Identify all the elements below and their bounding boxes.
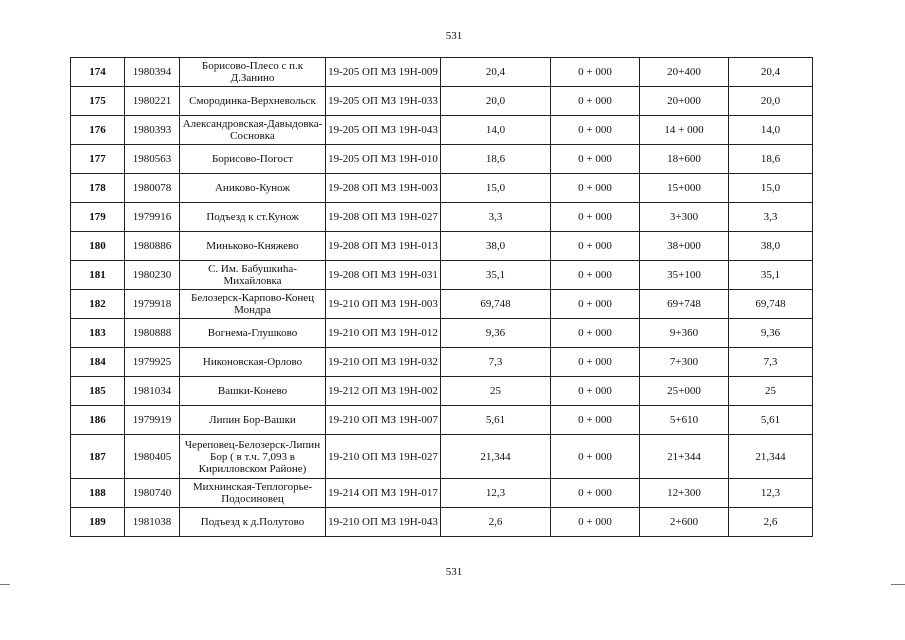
road-length: 14,0 — [441, 116, 551, 145]
road-code: 1980393 — [125, 116, 180, 145]
road-code: 1979919 — [125, 406, 180, 435]
row-number: 184 — [71, 348, 125, 377]
road-name: Вашки-Конево — [180, 377, 326, 406]
road-length: 3,3 — [441, 203, 551, 232]
total-length: 69,748 — [729, 290, 813, 319]
page-number-bottom: 531 — [445, 566, 463, 578]
road-id: 19-208 ОП МЗ 19Н-031 — [326, 261, 441, 290]
road-id: 19-208 ОП МЗ 19Н-003 — [326, 174, 441, 203]
road-code: 1980888 — [125, 319, 180, 348]
road-id: 19-210 ОП МЗ 19Н-012 — [326, 319, 441, 348]
km-start: 0 + 000 — [551, 87, 640, 116]
row-number: 182 — [71, 290, 125, 319]
road-code: 1979916 — [125, 203, 180, 232]
km-start: 0 + 000 — [551, 319, 640, 348]
total-length: 3,3 — [729, 203, 813, 232]
road-length: 35,1 — [441, 261, 551, 290]
road-code: 1980394 — [125, 58, 180, 87]
road-id: 19-210 ОП МЗ 19Н-027 — [326, 435, 441, 479]
km-start: 0 + 000 — [551, 508, 640, 537]
total-length: 2,6 — [729, 508, 813, 537]
km-start: 0 + 000 — [551, 348, 640, 377]
km-end: 7+300 — [640, 348, 729, 377]
road-code: 1980078 — [125, 174, 180, 203]
road-code: 1981034 — [125, 377, 180, 406]
row-number: 187 — [71, 435, 125, 479]
table-row — [71, 319, 813, 348]
row-number: 189 — [71, 508, 125, 537]
km-start: 0 + 000 — [551, 406, 640, 435]
row-number: 180 — [71, 232, 125, 261]
km-start: 0 + 000 — [551, 435, 640, 479]
road-id: 19-210 ОП МЗ 19Н-003 — [326, 290, 441, 319]
km-end: 18+600 — [640, 145, 729, 174]
road-name: Борисово-Погост — [180, 145, 326, 174]
road-length: 15,0 — [441, 174, 551, 203]
total-length: 38,0 — [729, 232, 813, 261]
road-length: 12,3 — [441, 479, 551, 508]
scan-edge-mark-left — [0, 584, 10, 585]
road-code: 1980405 — [125, 435, 180, 479]
km-start: 0 + 000 — [551, 377, 640, 406]
total-length: 20,4 — [729, 58, 813, 87]
road-code: 1980886 — [125, 232, 180, 261]
km-end: 20+400 — [640, 58, 729, 87]
table-row — [71, 377, 813, 406]
road-code: 1980221 — [125, 87, 180, 116]
km-start: 0 + 000 — [551, 203, 640, 232]
road-length: 2,6 — [441, 508, 551, 537]
row-number: 174 — [71, 58, 125, 87]
km-start: 0 + 000 — [551, 58, 640, 87]
road-name: С. Им. Бабушкиhа-Михайловка — [180, 261, 326, 290]
table-row — [71, 290, 813, 319]
road-id: 19-205 ОП МЗ 19Н-010 — [326, 145, 441, 174]
road-id: 19-208 ОП МЗ 19Н-013 — [326, 232, 441, 261]
table-row — [71, 479, 813, 508]
table-row — [71, 203, 813, 232]
km-end: 25+000 — [640, 377, 729, 406]
km-end: 69+748 — [640, 290, 729, 319]
road-name: Миньково-Княжево — [180, 232, 326, 261]
km-end: 20+000 — [640, 87, 729, 116]
road-name: Александровская-Давыдовка-Сосновка — [180, 116, 326, 145]
row-number: 185 — [71, 377, 125, 406]
km-start: 0 + 000 — [551, 479, 640, 508]
km-end: 2+600 — [640, 508, 729, 537]
road-name: Подъезд к д.Полутово — [180, 508, 326, 537]
total-length: 9,36 — [729, 319, 813, 348]
km-end: 38+000 — [640, 232, 729, 261]
roads-table — [70, 57, 813, 537]
road-name: Аниково-Кунож — [180, 174, 326, 203]
row-number: 175 — [71, 87, 125, 116]
road-name: Белозерск-Карпово-Конец Мондра — [180, 290, 326, 319]
road-length: 38,0 — [441, 232, 551, 261]
table-row — [71, 435, 813, 479]
table-row — [71, 406, 813, 435]
road-code: 1981038 — [125, 508, 180, 537]
road-id: 19-214 ОП МЗ 19Н-017 — [326, 479, 441, 508]
road-code: 1979925 — [125, 348, 180, 377]
table-row — [71, 116, 813, 145]
km-end: 5+610 — [640, 406, 729, 435]
road-id: 19-210 ОП МЗ 19Н-043 — [326, 508, 441, 537]
scan-edge-mark-right — [891, 584, 905, 585]
table-row — [71, 348, 813, 377]
table-row — [71, 145, 813, 174]
km-end: 15+000 — [640, 174, 729, 203]
road-name: Никоновская-Орлово — [180, 348, 326, 377]
total-length: 21,344 — [729, 435, 813, 479]
row-number: 181 — [71, 261, 125, 290]
row-number: 178 — [71, 174, 125, 203]
km-end: 3+300 — [640, 203, 729, 232]
row-number: 176 — [71, 116, 125, 145]
km-end: 35+100 — [640, 261, 729, 290]
row-number: 177 — [71, 145, 125, 174]
road-code: 1979918 — [125, 290, 180, 319]
total-length: 35,1 — [729, 261, 813, 290]
table-body — [71, 58, 813, 537]
road-code: 1980230 — [125, 261, 180, 290]
total-length: 14,0 — [729, 116, 813, 145]
road-id: 19-210 ОП МЗ 19Н-032 — [326, 348, 441, 377]
road-length: 18,6 — [441, 145, 551, 174]
road-length: 9,36 — [441, 319, 551, 348]
km-end: 12+300 — [640, 479, 729, 508]
road-length: 7,3 — [441, 348, 551, 377]
road-id: 19-210 ОП МЗ 19Н-007 — [326, 406, 441, 435]
road-name: Михнинская-Теплогорье-Подосиновец — [180, 479, 326, 508]
road-name: Подъезд к ст.Кунож — [180, 203, 326, 232]
table-row — [71, 508, 813, 537]
km-end: 21+344 — [640, 435, 729, 479]
road-id: 19-205 ОП МЗ 19Н-033 — [326, 87, 441, 116]
road-length: 25 — [441, 377, 551, 406]
road-id: 19-205 ОП МЗ 19Н-043 — [326, 116, 441, 145]
road-id: 19-208 ОП МЗ 19Н-027 — [326, 203, 441, 232]
road-length: 5,61 — [441, 406, 551, 435]
row-number: 179 — [71, 203, 125, 232]
total-length: 25 — [729, 377, 813, 406]
total-length: 15,0 — [729, 174, 813, 203]
row-number: 188 — [71, 479, 125, 508]
road-length: 20,4 — [441, 58, 551, 87]
road-code: 1980563 — [125, 145, 180, 174]
total-length: 18,6 — [729, 145, 813, 174]
row-number: 186 — [71, 406, 125, 435]
road-length: 21,344 — [441, 435, 551, 479]
table-row — [71, 58, 813, 87]
table-row — [71, 261, 813, 290]
km-end: 9+360 — [640, 319, 729, 348]
km-start: 0 + 000 — [551, 261, 640, 290]
road-id: 19-212 ОП МЗ 19Н-002 — [326, 377, 441, 406]
road-id: 19-205 ОП МЗ 19Н-009 — [326, 58, 441, 87]
total-length: 12,3 — [729, 479, 813, 508]
total-length: 7,3 — [729, 348, 813, 377]
km-start: 0 + 000 — [551, 116, 640, 145]
page-number-top: 531 — [445, 30, 463, 42]
road-name: Вогнема-Глушково — [180, 319, 326, 348]
km-start: 0 + 000 — [551, 290, 640, 319]
road-name: Борисово-Плесо с п.к Д.Занино — [180, 58, 326, 87]
row-number: 183 — [71, 319, 125, 348]
total-length: 20,0 — [729, 87, 813, 116]
road-length: 69,748 — [441, 290, 551, 319]
total-length: 5,61 — [729, 406, 813, 435]
table-row — [71, 174, 813, 203]
km-start: 0 + 000 — [551, 145, 640, 174]
road-name: Смородинка-Верхневольск — [180, 87, 326, 116]
road-name: Липин Бор-Вашки — [180, 406, 326, 435]
km-start: 0 + 000 — [551, 174, 640, 203]
table-row — [71, 232, 813, 261]
km-start: 0 + 000 — [551, 232, 640, 261]
road-name: Череповец-Белозерск-Липин Бор ( в т.ч. 7,093 в Кирилловском Районе) — [180, 435, 326, 479]
km-end: 14 + 000 — [640, 116, 729, 145]
road-length: 20,0 — [441, 87, 551, 116]
road-code: 1980740 — [125, 479, 180, 508]
table-row — [71, 87, 813, 116]
